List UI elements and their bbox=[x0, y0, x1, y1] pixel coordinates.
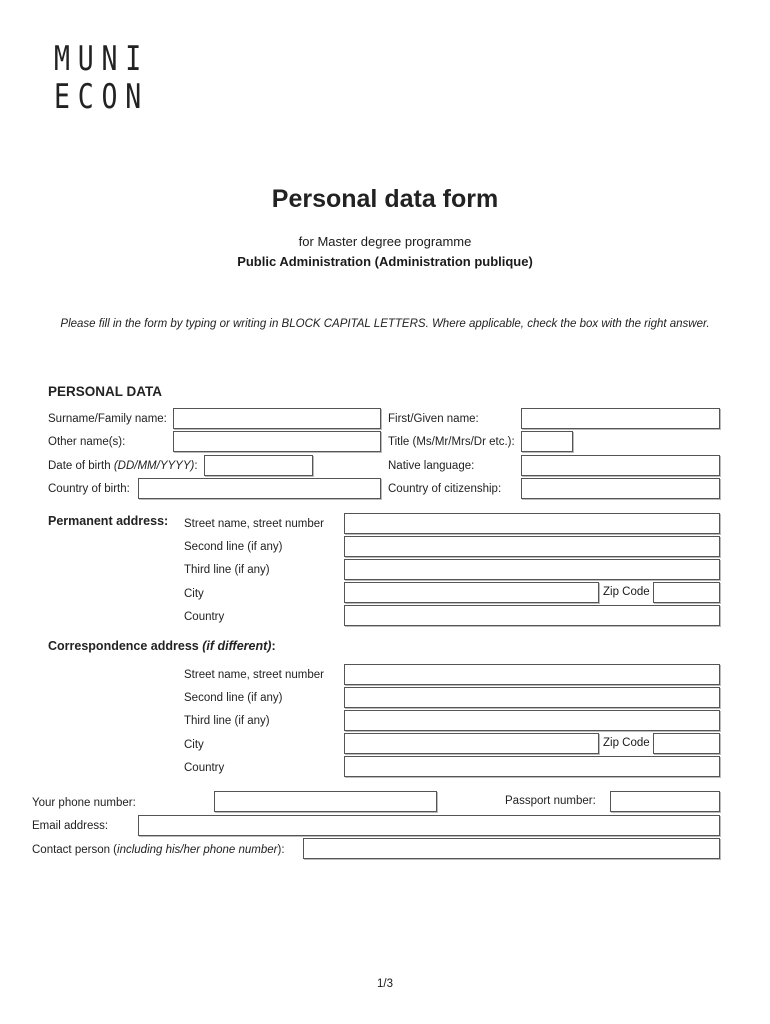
perm-street-label: Street name, street number bbox=[184, 518, 324, 530]
corr-city-label: City bbox=[184, 739, 204, 751]
country-birth-label: Country of birth: bbox=[48, 483, 130, 495]
country-citizenship-label: Country of citizenship: bbox=[388, 483, 502, 495]
corr-third-line-field[interactable] bbox=[344, 710, 720, 731]
surname-label: Surname/Family name: bbox=[48, 413, 167, 425]
perm-second-line-label: Second line (if any) bbox=[184, 541, 283, 553]
first-name-label: First/Given name: bbox=[388, 413, 479, 425]
corr-city-field[interactable] bbox=[344, 733, 599, 754]
permanent-address-heading: Permanent address: bbox=[48, 514, 169, 528]
country-birth-field[interactable] bbox=[138, 478, 381, 499]
page-title: Personal data form bbox=[271, 185, 499, 213]
perm-zip-label: Zip Code bbox=[603, 586, 650, 598]
logo-line-1: MUNI bbox=[54, 39, 150, 79]
phone-field[interactable] bbox=[214, 791, 437, 812]
corr-zip-field[interactable] bbox=[653, 733, 720, 754]
corr-country-field[interactable] bbox=[344, 756, 720, 777]
other-names-field[interactable] bbox=[173, 431, 381, 452]
corr-third-line-label: Third line (if any) bbox=[184, 715, 270, 727]
corr-second-line-field[interactable] bbox=[344, 687, 720, 708]
corr-zip-label: Zip Code bbox=[603, 737, 650, 749]
perm-street-field[interactable] bbox=[344, 513, 720, 534]
title-label: Title (Ms/Mr/Mrs/Dr etc.): bbox=[388, 436, 515, 448]
perm-country-field[interactable] bbox=[344, 605, 720, 626]
passport-label: Passport number: bbox=[505, 795, 596, 807]
title-field[interactable] bbox=[521, 431, 573, 452]
corr-street-field[interactable] bbox=[344, 664, 720, 685]
perm-third-line-field[interactable] bbox=[344, 559, 720, 580]
other-names-label: Other name(s): bbox=[48, 436, 126, 448]
perm-third-line-label: Third line (if any) bbox=[184, 564, 270, 576]
passport-field[interactable] bbox=[610, 791, 720, 812]
personal-data-heading: PERSONAL DATA bbox=[48, 384, 163, 399]
perm-zip-field[interactable] bbox=[653, 582, 720, 603]
perm-country-label: Country bbox=[184, 611, 225, 623]
perm-second-line-field[interactable] bbox=[344, 536, 720, 557]
dob-field[interactable] bbox=[204, 455, 313, 476]
instructions: Please fill in the form by typing or writing in BLOCK CAPITAL LETTERS. Where applicable, check the box with the right answer. bbox=[60, 318, 710, 330]
logo bbox=[54, 40, 176, 116]
corr-country-label: Country bbox=[184, 762, 225, 774]
native-language-field[interactable] bbox=[521, 455, 720, 476]
perm-city-field[interactable] bbox=[344, 582, 599, 603]
native-language-label: Native language: bbox=[388, 460, 475, 472]
country-citizenship-field[interactable] bbox=[521, 478, 720, 499]
contact-person-field[interactable] bbox=[303, 838, 720, 859]
first-name-field[interactable] bbox=[521, 408, 720, 429]
corr-street-label: Street name, street number bbox=[184, 669, 324, 681]
page-number: 1/3 bbox=[377, 978, 393, 990]
phone-label: Your phone number: bbox=[32, 797, 136, 809]
programme-name: Public Administration (Administration publique) bbox=[237, 254, 533, 269]
correspondence-address-heading: Correspondence address (if different): bbox=[48, 639, 276, 653]
subtitle: for Master degree programme bbox=[298, 234, 472, 249]
contact-person-label: Contact person (including his/her phone number): bbox=[32, 844, 285, 856]
email-field[interactable] bbox=[138, 815, 720, 836]
logo-line-2: ECON bbox=[54, 77, 150, 117]
surname-field[interactable] bbox=[173, 408, 381, 429]
corr-second-line-label: Second line (if any) bbox=[184, 692, 283, 704]
dob-label: Date of birth (DD/MM/YYYY): bbox=[48, 460, 198, 472]
perm-city-label: City bbox=[184, 588, 204, 600]
email-label: Email address: bbox=[32, 820, 109, 832]
